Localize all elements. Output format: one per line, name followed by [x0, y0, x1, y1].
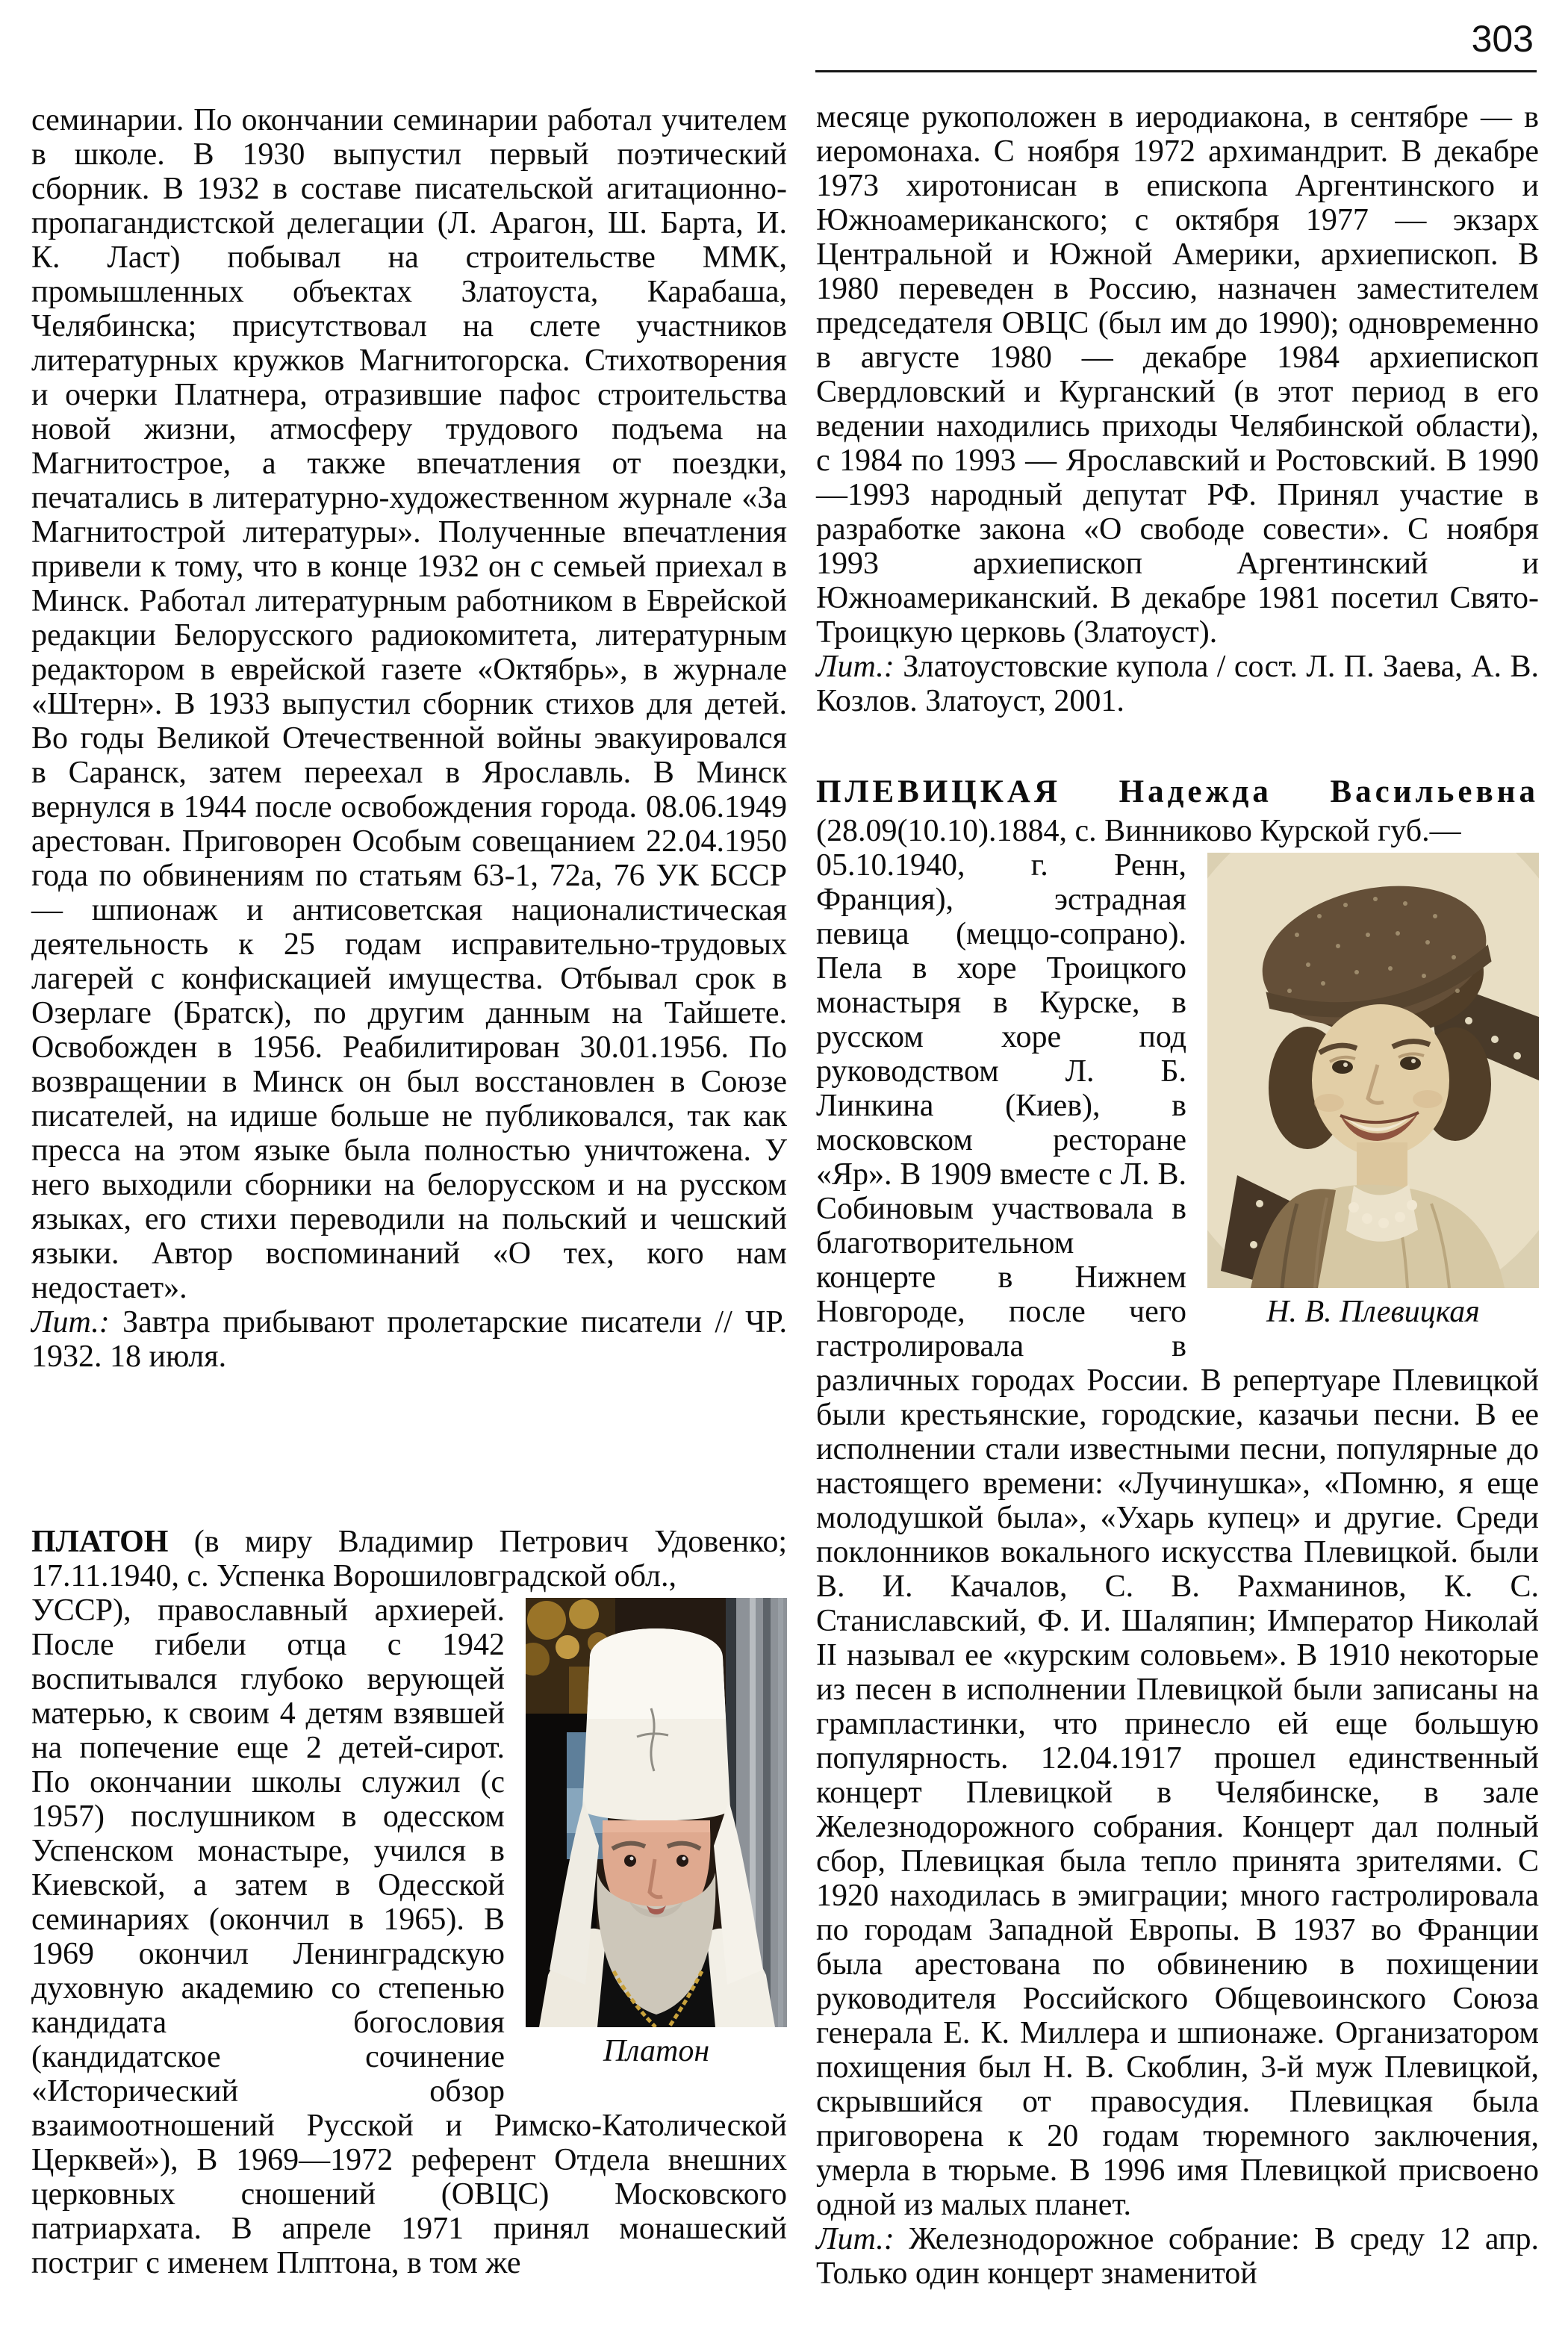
article-platner — [31, 103, 787, 1374]
lit-label: Лит.: — [31, 1305, 110, 1340]
article-plevitskaya-header — [816, 774, 1539, 811]
lit-label: Лит.: — [816, 650, 895, 684]
lit-label: Лит.: — [816, 2222, 895, 2256]
platon-portrait-photo — [526, 1598, 787, 2027]
article-headword: ПЛАТОН — [31, 1525, 169, 1559]
platon-photo-caption: Платон — [603, 2034, 710, 2068]
article-name-last: Васильевна — [1330, 774, 1539, 809]
header-rule — [815, 70, 1537, 72]
lit-text: Завтра прибывают пролетарские писатели // ЧР. 1932. 18 июля. — [31, 1305, 787, 1374]
article-plevitskaya-body-wrap — [816, 848, 1539, 2222]
plevitskaya-portrait-photo — [1207, 853, 1539, 1288]
article-platon-intro-text: (в миру Владимир Петрович Удовенко; 17.11.1940, с. Успенка Ворошиловградской обл., — [31, 1525, 787, 1593]
lit-text: Златоустовские купола / сост. Л. П. Заева, А. В. Козлов. Златоуст, 2001. — [816, 650, 1539, 718]
article-platon-continuation-text: месяце рукоположен в иеродиакона, в сентябре — в иеромонаха. С ноября 1972 архимандрит. В декабре 1973 хиротонисан в епископа Аргентинского и Южноамериканского; с октября 1977 — экзарх Центральной и Южной Америки, архиепископ. В 1980 переведен в Россию, назначен заместителем председателя ОВЦС (был им до 1990); одновременно в августе 1980 — декабре 1984 архиепископ Свердловский и Курганский (в этот период в его ведении находились приходы Челябинской области), с 1984 по 1993 — Ярославский и Ростовский. В 1990—1993 народный депутат РФ. Принял участие в разработке закона «О свободе совести». С ноября 1993 архиепископ Аргентинский и Южноамериканский. В декабре 1981 посетил Свято-Троицкую церковь (Златоуст). — [816, 100, 1539, 650]
article-headword: ПЛЕВИЦКАЯ — [816, 774, 1062, 809]
article-plevitskaya-text: 05.10.1940, г. Ренн, Франция), эстрадная певица (меццо-сопрано). Пела в хоре Троицкого монастыря в Курске, в русском хоре под руководством Л. Б. Линкина (Киев), в московском ресторане «Яр». В 1909 вместе с Л. В. Собиновым участвовала в благотворительном концерте в Нижнем Новгороде, после чего гастролировала в различных городах России. В репертуаре Плевицкой были крестьянские, городские, казачьи песни. В ее исполнении стали известными песни, популярные до настоящего времени: «Лучинушка», «Помню, я еще молодушкой была», «Ухарь купец» и другие. Среди поклонников вокального искусства Плевицкой. были В. И. Качалов, С. В. Рахманинов, К. С. Станиславский, Ф. И. Шаляпин; Император Николай II называл ее «курским соловьем». В 1910 некоторые из песен в исполнении Плевицкой были записаны на грампластинки, что принесло ей еще большую популярность. 12.04.1917 прошел единственный концерт Плевицкой в Челябинске, в зале Железнодорожного собрания. Концерт дал полный сбор, Плевицкая была тепло принята зрителями. С 1920 находилась в эмиграции; много гастролировала по городам Западной Европы. В 1937 во Франции была арестована по обвинению в похищении руководителя Российского Общевоинского Союза генерала Е. К. Миллера и шпионаже. Организатором похищения был Н. В. Скоблин, 3-й муж Плевицкой, скрывшийся от правосудия. Плевицкая была приговорена к 20 годам тюремного заключения, умерла в тюрьме. В 1996 имя Плевицкой присвоено одной из малых планет. — [816, 848, 1539, 2222]
plevitskaya-portrait-figure — [1207, 853, 1539, 1330]
article-platon-literature — [816, 650, 1539, 718]
plevitskaya-photo-caption: Н. В. Плевицкая — [1266, 1295, 1480, 1329]
article-plevitskaya-dateline: (28.09(10.10).1884, с. Винниково Курской губ.— — [816, 814, 1461, 848]
article-name-first: Надежда — [1119, 774, 1272, 809]
platon-portrait-figure — [526, 1598, 787, 2069]
article-plevitskaya — [816, 774, 1539, 2291]
article-platner-text: семинарии. По окончании семинарии работал учителем в школе. В 1930 выпустил первый поэтический сборник. В 1932 в составе писательской агитационно-пропагандистской делегации (Л. Арагон, Ш. Барта, И. К. Ласт) побывал на строительстве ММК, промышленных объектах Златоуста, Карабаша, Челябинска; присутствовал на слете участников литературных кружков Магнитогорска. Стихотворения и очерки Платнера, отразившие пафос строительства новой жизни, атмосферу трудового подъема на Магнитострое, а также впечатления от поездки, печатались в литературно-художественном журнале «За Магнитострой литературы». Полученные впечатления привели к тому, что в конце 1932 он с семьей приехал в Минск. Работал литературным работником в Еврейской редакции Белорусского радиокомитета, литературным редактором в еврейской газете «Октябрь», в журнале «Штерн». В 1933 выпустил сборник стихов для детей. Во годы Великой Отечественной войны эвакуировался в Саранск, затем переехал в Ярославль. В Минск вернулся в 1944 после освобождения города. 08.06.1949 арестован. Приговорен Особым совещанием 22.04.1950 года по обвинениям по статьям 63-1, 72а, 76 УК БССР — шпионаж и антисоветская националистическая деятельность к 25 годам исправительно-трудовых лагерей с конфискацией имущества. Отбывал срок в Озерлаге (Братск), по другим данным на Тайшете. Освобожден в 1956. Реабилитирован 30.01.1956. По возвращении в Минск он был восстановлен в Союзе писателей, на идише больше не публиковался, так как пресса на этом языке была полностью уничтожена. У него выходили сборники на белорусском и на русском языках, его стихи переводили на польский и чешский языки. Автор воспоминаний «О тех, кого нам недостает». — [31, 103, 787, 1305]
article-platon-body-wrap — [31, 1593, 787, 2280]
article-platon — [31, 1525, 787, 2280]
page-number: 303 — [1471, 18, 1534, 60]
article-platon-text: УССР), православный архиерей. После гибели отца с 1942 воспитывался глубоко верующей матерью, к своим 4 детям взявшей на попечение еще 2 детей-сирот. По окончании школы служил (с 1957) послушником в одесском Успенском монастыре, учился в Киевской, а затем в Одесской семинариях (окончил в 1965). В 1969 окончил Ленинградскую духовную академию со степенью кандидата богословия (кандидатское сочинение «Исторический обзор взаимоотношений Русской и Римско-Католической Церквей»), В 1969—1972 референт Отдела внешних церковных сношений (ОВЦС) Московского патриархата. В апреле 1971 принял монашеский постриг с именем Плптона, в том же — [31, 1593, 787, 2280]
article-plevitskaya-literature — [816, 2222, 1539, 2291]
article-platon-intro — [31, 1525, 787, 1593]
article-platon-continuation — [816, 100, 1539, 718]
article-platner-literature — [31, 1305, 787, 1374]
lit-text: Железнодорожное собрание: В среду 12 апр. Только один концерт знаменитой — [816, 2222, 1539, 2291]
